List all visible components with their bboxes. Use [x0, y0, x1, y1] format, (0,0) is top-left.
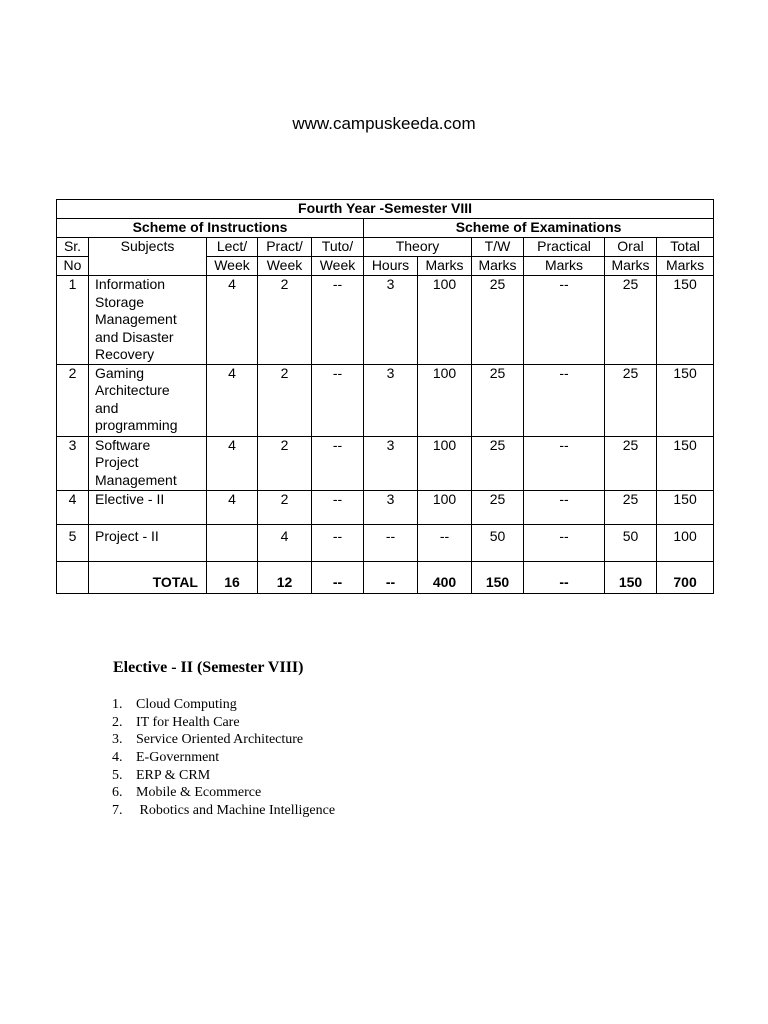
subject-name: [89, 364, 207, 436]
header-total: Total: [657, 238, 714, 257]
list-number: 5.: [112, 767, 123, 783]
list-text: ERP & CRM: [136, 767, 211, 783]
total-practical: --: [524, 561, 605, 593]
cell-tw: 25: [472, 364, 524, 436]
cell-total: 100: [657, 524, 714, 561]
cell-practical: --: [524, 276, 605, 365]
header-no: No: [57, 257, 89, 276]
subject-line: Project: [95, 454, 139, 470]
site-url: www.campuskeeda.com: [292, 114, 476, 133]
header-hours: Hours: [364, 257, 418, 276]
list-text: IT for Health Care: [136, 714, 240, 730]
header-lect: Lect/: [207, 238, 258, 257]
header-theory: Theory: [364, 238, 472, 257]
cell-total: 150: [657, 490, 714, 524]
header-oral-marks: Marks: [605, 257, 657, 276]
cell-tuto: --: [312, 364, 364, 436]
subject-line: Software: [95, 436, 151, 453]
list-text: E-Government: [136, 750, 220, 766]
cell-tuto: --: [312, 436, 364, 490]
cell-oral: 50: [605, 524, 657, 561]
total-tw: 150: [472, 561, 524, 593]
list-number: 4.: [112, 750, 123, 766]
scheme-table: [56, 199, 714, 594]
cell-tuto: --: [312, 276, 364, 365]
cell-practical: --: [524, 436, 605, 490]
table-row: [57, 436, 714, 490]
header-tw-marks: Marks: [472, 257, 524, 276]
header-oral: Oral: [605, 238, 657, 257]
list-item: [112, 802, 335, 820]
header-tuto-week: Week: [312, 257, 364, 276]
header-total-marks: Marks: [657, 257, 714, 276]
cell-hours: 3: [364, 490, 418, 524]
total-row: [57, 561, 714, 593]
cell-pract: 2: [258, 364, 312, 436]
cell-pract: 2: [258, 490, 312, 524]
cell-theory: --: [418, 524, 472, 561]
subject-line: Recovery: [95, 346, 155, 362]
cell-theory: 100: [418, 276, 472, 365]
cell-hours: 3: [364, 364, 418, 436]
total-oral: 150: [605, 561, 657, 593]
subject-name: [89, 490, 207, 524]
header-pract: Pract/: [258, 238, 312, 257]
cell-theory: 100: [418, 436, 472, 490]
subject-line: and Disaster: [95, 328, 174, 345]
table-title: Fourth Year -Semester VIII: [57, 200, 714, 219]
sr-no: 4: [57, 490, 89, 524]
cell-pract: 2: [258, 276, 312, 365]
list-item: [112, 696, 335, 714]
subject-line: Management: [95, 471, 177, 488]
list-number: 7.: [112, 803, 123, 819]
cell-practical: --: [524, 524, 605, 561]
cell-lect: 4: [207, 436, 258, 490]
list-item: [112, 767, 335, 785]
cell-hours: 3: [364, 276, 418, 365]
list-text: Service Oriented Architecture: [136, 732, 304, 748]
header-pract-week: Week: [258, 257, 312, 276]
table-row: [57, 364, 714, 436]
subject-name: [89, 276, 207, 365]
header-sr: Sr.: [57, 238, 89, 257]
total-label: TOTAL: [89, 561, 207, 593]
cell-lect: 4: [207, 276, 258, 365]
cell-tw: 25: [472, 490, 524, 524]
list-number: 1.: [112, 697, 123, 712]
list-item: [112, 749, 335, 767]
total-theory: 400: [418, 561, 472, 593]
elective-title: Elective - II (Semester VIII): [113, 659, 304, 676]
subject-line: Management: [95, 311, 177, 327]
list-item: [112, 784, 335, 802]
examinations-header: Scheme of Examinations: [364, 219, 714, 238]
cell-tuto: --: [312, 524, 364, 561]
cell-tw: 25: [472, 276, 524, 365]
cell-theory: 100: [418, 364, 472, 436]
total-marks: 700: [657, 561, 714, 593]
cell-lect: [207, 524, 258, 561]
header-practical-marks: Marks: [524, 257, 605, 276]
header-tw: T/W: [472, 238, 524, 257]
subject-line: Elective - II: [95, 490, 165, 507]
cell-tw: 50: [472, 524, 524, 561]
cell-total: 150: [657, 436, 714, 490]
subject-line: and: [95, 399, 119, 416]
cell-lect: 4: [207, 490, 258, 524]
list-item: [112, 714, 335, 732]
cell-oral: 25: [605, 276, 657, 365]
cell-tw: 25: [472, 436, 524, 490]
instructions-header: Scheme of Instructions: [57, 219, 364, 238]
list-text: Mobile & Ecommerce: [136, 785, 262, 801]
cell-lect: 4: [207, 364, 258, 436]
cell-oral: 25: [605, 436, 657, 490]
table-row: [57, 276, 714, 365]
list-item: [112, 731, 335, 749]
cell-tuto: --: [312, 490, 364, 524]
sr-no: 2: [57, 364, 89, 436]
cell-pract: 2: [258, 436, 312, 490]
cell-total: 150: [657, 276, 714, 365]
cell-hours: 3: [364, 436, 418, 490]
cell-total: 150: [657, 364, 714, 436]
header-theory-marks: Marks: [418, 257, 472, 276]
list-number: 3.: [112, 732, 123, 748]
cell-theory: 100: [418, 490, 472, 524]
subject-line: Storage: [95, 293, 145, 310]
subject-line: Architecture: [95, 382, 170, 398]
cell-practical: --: [524, 490, 605, 524]
sr-no: 5: [57, 524, 89, 561]
header-practical: Practical: [524, 238, 605, 257]
cell-practical: --: [524, 364, 605, 436]
list-text: Robotics and Machine Intelligence: [136, 803, 336, 819]
sr-no: 1: [57, 276, 89, 365]
subject-name: [89, 524, 207, 561]
list-number: 6.: [112, 785, 123, 801]
sr-no: 3: [57, 436, 89, 490]
subject-line: programming: [95, 417, 178, 433]
list-number: 2.: [112, 714, 123, 730]
total-hours: --: [364, 561, 418, 593]
subject-line: Gaming: [95, 364, 145, 381]
total-tuto: --: [312, 561, 364, 593]
cell-oral: 25: [605, 364, 657, 436]
table-row: [57, 490, 714, 524]
table-row: [57, 524, 714, 561]
cell-oral: 25: [605, 490, 657, 524]
cell-pract: 4: [258, 524, 312, 561]
header-lect-week: Week: [207, 257, 258, 276]
subject-name: [89, 436, 207, 490]
total-pract: 12: [258, 561, 312, 593]
cell-hours: --: [364, 524, 418, 561]
subject-line: Project - II: [95, 527, 159, 544]
header-tuto: Tuto/: [312, 238, 364, 257]
total-lect: 16: [207, 561, 258, 593]
list-text: Cloud Computing: [136, 697, 237, 712]
header-subjects: Subjects: [89, 238, 207, 276]
elective-list: [112, 696, 335, 820]
subject-line: Information: [95, 276, 166, 292]
